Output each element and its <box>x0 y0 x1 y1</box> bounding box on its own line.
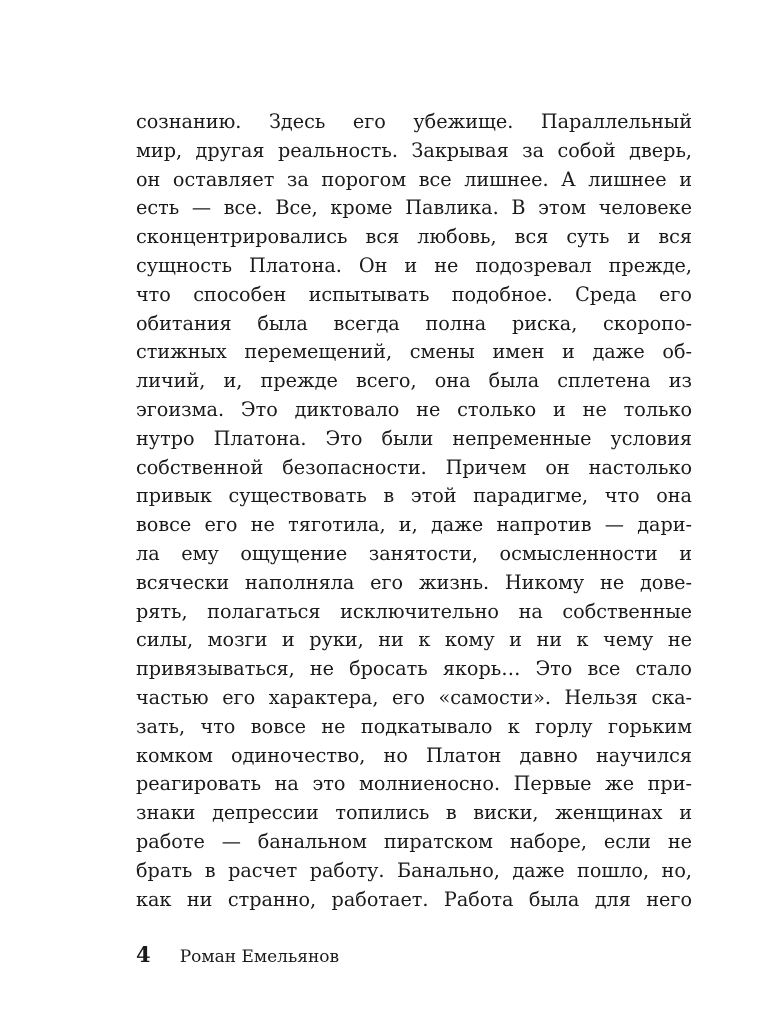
text-line: ла ему ощущение занятости, осмысленности и <box>136 541 692 565</box>
text-line: эгоизма. Это диктовало не столько и не только <box>136 397 692 421</box>
text-line: мир, другая реальность. Закрывая за собой дверь, <box>136 138 692 162</box>
text-line: нутро Платона. Это были непременные условия <box>136 426 692 450</box>
text-line: что способен испытывать подобное. Среда его <box>136 282 692 306</box>
text-line: частью его характера, его «самости». Нельзя ска- <box>136 685 692 709</box>
text-line: работе — банальном пиратском наборе, если не <box>136 829 692 853</box>
text-line: обитания была всегда полна риска, скоропо- <box>136 311 692 335</box>
text-line: комком одиночество, но Платон давно научился <box>136 743 692 767</box>
text-line: рять, полагаться исключительно на собственные <box>136 599 692 623</box>
text-line: есть — все. Все, кроме Павлика. В этом человеке <box>136 196 692 220</box>
text-line: личий, и, прежде всего, она была сплетена из <box>136 369 692 393</box>
text-line: сущность Платона. Он и не подозревал прежде, <box>136 253 692 277</box>
text-line: сконцентрировались вся любовь, вся суть и вся <box>136 225 692 249</box>
text-line: реагировать на это молниеносно. Первые же при- <box>136 772 692 796</box>
text-line: сознанию. Здесь его убежище. Параллельный <box>136 110 692 133</box>
text-line: брать в расчет работу. Банально, даже пошло, но, <box>136 858 692 882</box>
running-title: Роман Емельянов <box>179 947 340 967</box>
text-line: силы, мозги и руки, ни к кому и ни к чему не <box>136 628 692 652</box>
text-line: вовсе его не тяготила, и, даже напротив — дари- <box>136 513 692 537</box>
text-line: привязываться, не бросать якорь… Это все стало <box>136 657 692 681</box>
text-line: всячески наполняла его жизнь. Никому не дове- <box>136 570 692 594</box>
body-text <box>136 108 692 914</box>
text-line: он оставляет за порогом все лишнее. А лишнее и <box>136 167 692 191</box>
text-line: стижных перемещений, смены имен и даже об- <box>136 340 692 364</box>
text-line: знаки депрессии топились в виски, женщинах и <box>136 801 692 825</box>
page-footer <box>136 940 339 970</box>
text-line: привык существовать в этой парадигме, что она <box>136 484 692 508</box>
text-line: собственной безопасности. Причем он настолько <box>136 455 692 479</box>
text-line: зать, что вовсе не подкатывало к горлу горьким <box>136 714 692 738</box>
text-line: как ни странно, работает. Работа была для него <box>136 887 692 911</box>
page-number: 4 <box>136 942 151 967</box>
